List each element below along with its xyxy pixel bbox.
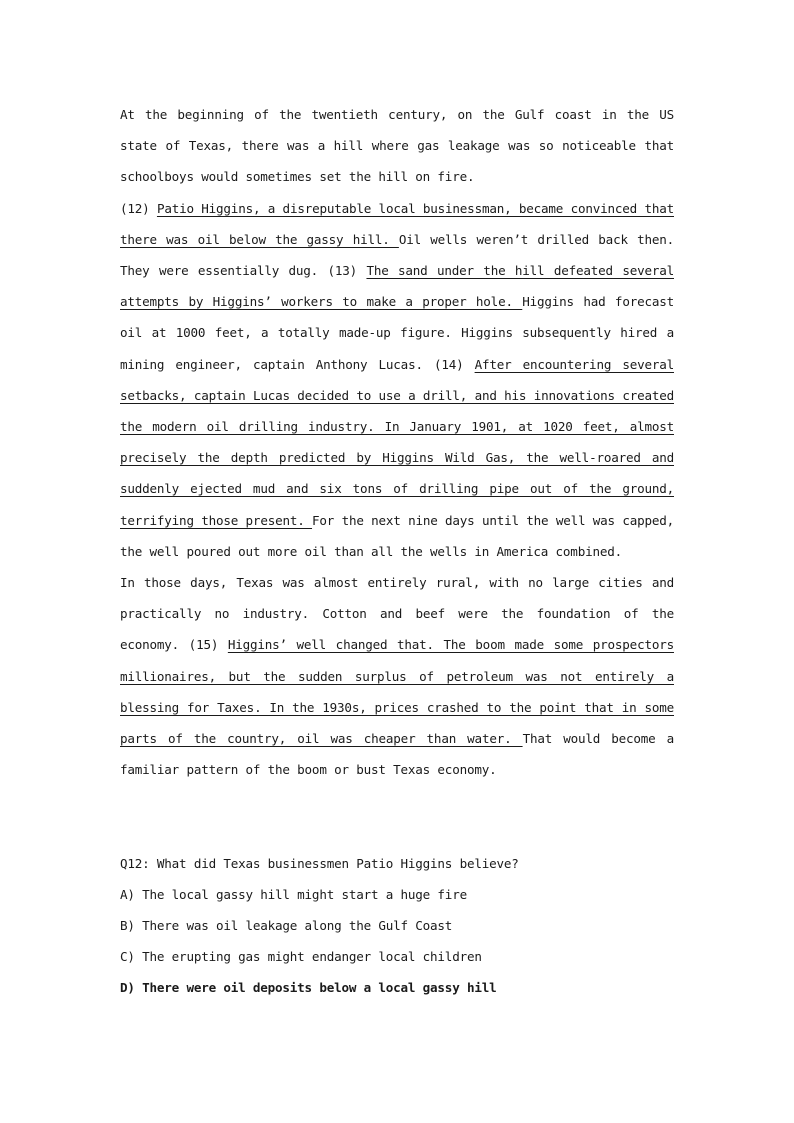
paragraph-3-text-1: In those days, Texas was almost entirely rural, with no large cities and practically no industry. Cotton and beef were the foundation of the economy. (15) bbox=[120, 575, 674, 653]
paragraph-2-text-1: Oil wells weren’t drilled back then. They were essentially dug. (13) bbox=[120, 231, 674, 279]
option-c: C) The erupting gas might endanger local children bbox=[120, 949, 482, 964]
underlined-sentence-14: After encountering several setbacks, captain Lucas decided to use a drill, and his innovations created the modern oil drilling industry. In January 1901, at 1020 feet, almost precisely the depth predicted by Higgins Wild Gas, the well-roared and suddenly ejected mud and six tons of drilling pipe out of the ground, terrifying those present. bbox=[120, 356, 674, 528]
option-a: A) The local gassy hill might start a huge fire bbox=[120, 887, 467, 902]
paragraph-2-text-3: For the next nine days until the well was capped, the well poured out more oil than all the wells in America combined. bbox=[120, 512, 674, 559]
question-block bbox=[120, 848, 680, 1003]
option-b: B) There was oil leakage along the Gulf Coast bbox=[120, 918, 453, 933]
underlined-sentence-13: The sand under the hill defeated several attempts by Higgins’ workers to make a proper hole. bbox=[120, 263, 674, 310]
paragraph-2 bbox=[120, 193, 674, 567]
paragraph-1: At the beginning of the twentieth century, on the Gulf coast in the US state of Texas, there was a hill where gas leakage was so noticeable that schoolboys would sometimes set the hill on fire. bbox=[120, 107, 674, 185]
question-prompt: Q12: What did Texas businessmen Patio Higgins believe? bbox=[120, 856, 519, 871]
option-d-answer: D) There were oil deposits below a local gassy hill bbox=[120, 980, 497, 995]
paragraph-2-text-2: Higgins had forecast oil at 1000 feet, a totally made-up figure. Higgins subsequently hired a mining engineer, captain Anthony Lucas. (14) bbox=[120, 294, 674, 372]
paragraph-3 bbox=[120, 567, 674, 785]
reading-passage bbox=[120, 99, 674, 785]
underlined-sentence-15: Higgins’ well changed that. The boom made some prospectors millionaires, but the sudden surplus of petroleum was not entirely a blessing for Taxes. In the 1930s, prices crashed to the point that in some parts of the country, oil was cheaper than water. bbox=[120, 637, 674, 747]
underlined-sentence-12: Patio Higgins, a disreputable local businessman, became convinced that there was oil below the gassy hill. bbox=[120, 200, 674, 247]
paragraph-3-text-2: That would become a familiar pattern of the boom or bust Texas economy. bbox=[120, 731, 674, 778]
marker-12: (12) bbox=[120, 200, 157, 216]
